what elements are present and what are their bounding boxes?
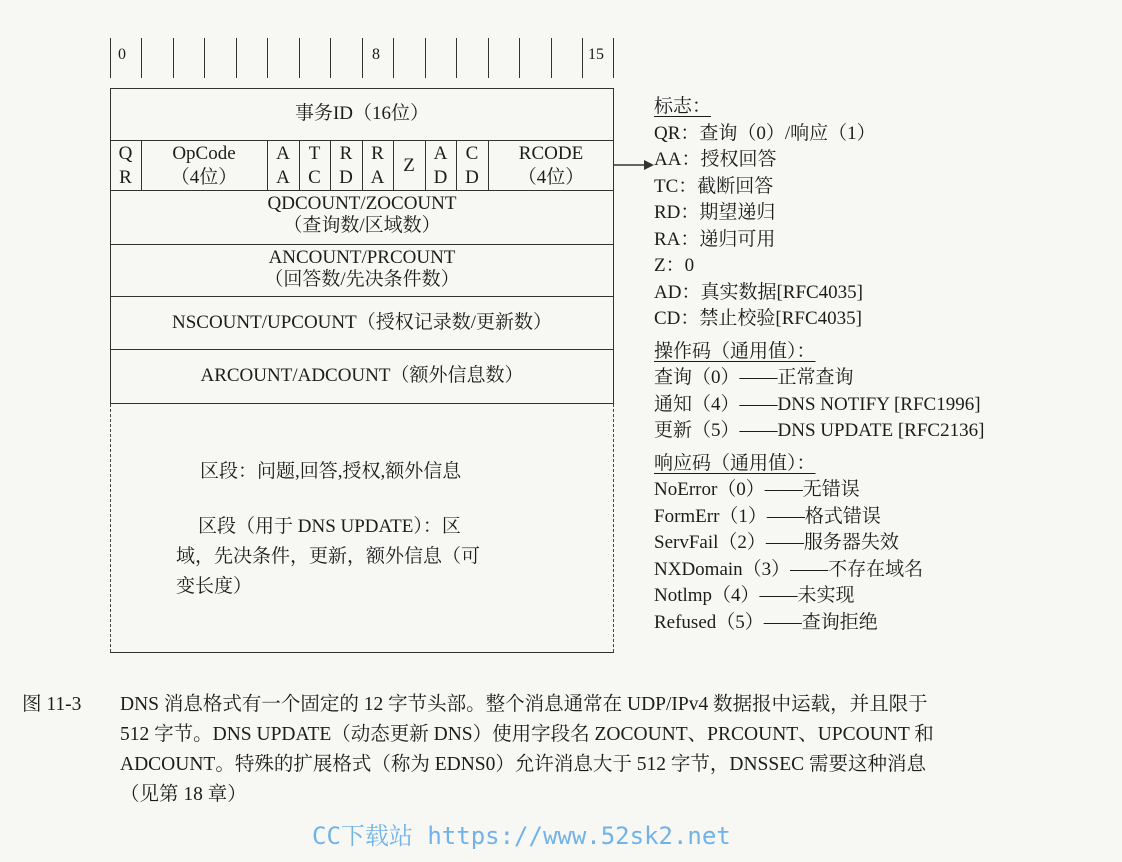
ancount-field: ANCOUNT/PRCOUNT （回答数/先决条件数） <box>264 247 460 290</box>
arrow-icon <box>614 150 658 180</box>
qdcount-field: QDCOUNT/ZOCOUNT （查询数/区域数） <box>267 193 457 236</box>
ad-field: A D <box>433 143 448 188</box>
rcode-field: RCODE （4位） <box>517 143 585 188</box>
legend-flag: Z：0 <box>654 255 695 276</box>
ruler-label-0: 0 <box>118 46 126 63</box>
header-box <box>110 88 614 404</box>
aa-field: A A <box>276 143 290 188</box>
nscount-field: NSCOUNT/UPCOUNT（授权记录数/更新数） <box>171 312 553 333</box>
opcode-field: OpCode （4位） <box>170 143 238 188</box>
section-text-1: 区段：问题,回答,授权,额外信息 <box>200 461 462 482</box>
legend-flag: RA：递归可用 <box>654 228 776 250</box>
legend-rcode: NoError（0）——无错误 <box>654 479 860 500</box>
opcode-title: 操作码（通用值）： <box>654 340 816 362</box>
rcode-title: 响应码（通用值）： <box>654 452 816 474</box>
legend-flag: AD：真实数据[RFC4035] <box>654 281 864 303</box>
watermark: CC下载站 https://www.52sk2.net <box>312 822 731 850</box>
arcount-field: ARCOUNT/ADCOUNT（额外信息数） <box>200 365 524 386</box>
legend-flag: AA：授权回答 <box>654 149 777 170</box>
legend-rcode: NXDomain（3）——不存在域名 <box>654 558 924 580</box>
legend-opcode: 更新（5）——DNS UPDATE [RFC2136] <box>654 420 985 441</box>
figure-caption: DNS 消息格式有一个固定的 12 字节头部。整个消息通常在 UDP/IPv4 数据报中运载，并且限于 512 字节。DNS UPDATE（动态更新 DNS）使用字段名 ZOCOUNT、PRCOUNT、UPCOUNT 和 ADCOUNT。特殊的扩展格式（称为 EDNS0）允许消息大于 512 字节，DNSSEC 需要这种消息 （见第 18 章） <box>120 694 934 805</box>
legend <box>654 94 984 636</box>
legend-opcode: 查询（0）——正常查询 <box>654 367 854 388</box>
qr-field: Q R <box>118 143 133 188</box>
legend-flag: CD：禁止校验[RFC4035] <box>654 308 862 329</box>
flags-title: 标志： <box>654 96 712 117</box>
figure-label: 图 11-3 <box>22 694 82 715</box>
legend-rcode: Refused（5）——查询拒绝 <box>654 611 878 633</box>
legend-rcode: FormErr（1）——格式错误 <box>654 505 881 527</box>
legend-opcode: 通知（4）——DNS NOTIFY [RFC1996] <box>654 393 981 415</box>
legend-flag: RD：期望递归 <box>654 202 776 223</box>
z-field: Z <box>403 155 415 176</box>
section-text-2: 区段（用于 DNS UPDATE）：区 域，先决条件，更新，额外信息（可 变长度） <box>176 516 481 597</box>
legend-flag: TC：截断回答 <box>654 175 774 197</box>
rd-field: R D <box>339 143 353 188</box>
legend-rcode: ServFail（2）——服务器失效 <box>654 532 899 553</box>
tc-field: T C <box>308 143 321 188</box>
cd-field: C D <box>465 143 479 188</box>
transaction-id-field: 事务ID（16位） <box>294 103 430 124</box>
legend-rcode: Notlmp（4）——未实现 <box>654 585 855 606</box>
ra-field: R A <box>370 143 385 188</box>
legend-flag: QR：查询（0）/响应（1） <box>654 122 876 144</box>
ruler-label-15: 15 <box>588 46 604 63</box>
ruler-label-8: 8 <box>372 46 380 63</box>
